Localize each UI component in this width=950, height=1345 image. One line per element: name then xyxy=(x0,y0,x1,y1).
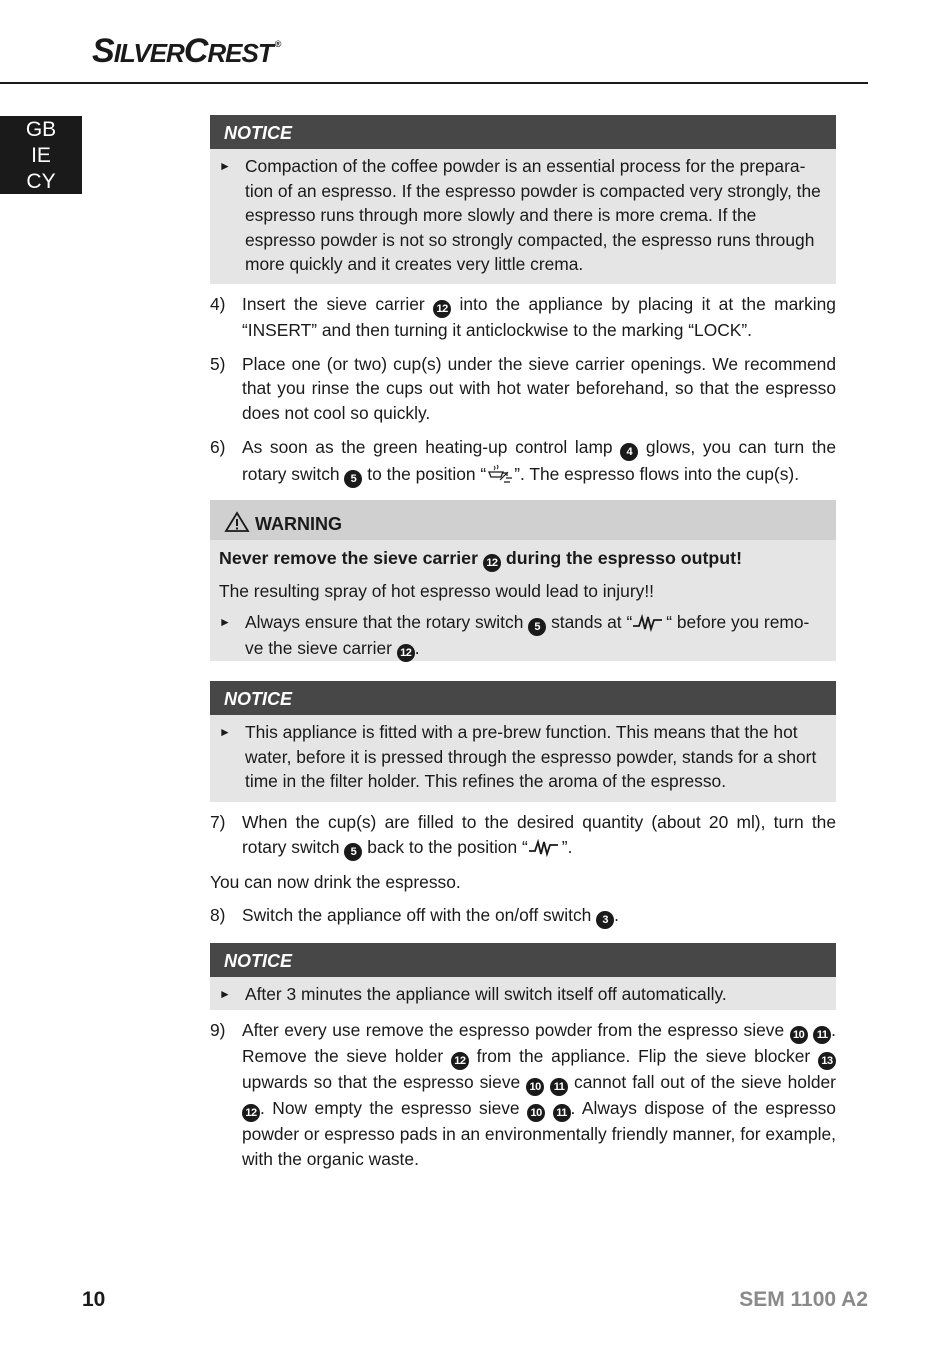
espresso-output-icon xyxy=(486,464,514,484)
page-number: 10 xyxy=(82,1288,106,1311)
ref-number: 3 xyxy=(596,911,614,929)
notice-title: NOTICE xyxy=(210,943,836,977)
warning-statement: Never remove the sieve carrier 12 during the espresso output! xyxy=(219,546,824,572)
step-5: 5) Place one (or two) cup(s) under the sieve carrier openings. We recommend that you rinse the cups out with hot water beforehand, so that the espresso does not cool so quickly. xyxy=(210,353,836,423)
ref-number: 12 xyxy=(397,644,415,662)
notice-box xyxy=(210,681,836,802)
ref-number: 5 xyxy=(528,618,546,636)
warning-triangle-icon xyxy=(224,511,250,533)
step-9: 9) After every use remove the espresso powder from the espresso sieve 10 11 . Remove the sieve holder 12 from the appliance. Flip the sieve blocker 13 upwards so that the espresso sieve 10 11 cannot fall out of the sieve holder 12 . Now empty the espresso sieve 10 11 . Always dispose of the espresso powder or espresso pads in an environmentally friendly manner, for example, with the organic waste. xyxy=(210,1020,836,1169)
language-tab xyxy=(0,116,82,194)
step-6: 6) As soon as the green heating-up control lamp 4 glows, you can turn the rotary switch 5 to the position “ ”. The espresso flows into the cup(s). xyxy=(210,434,836,488)
step-4: 4) Insert the sieve carrier 12 into the appliance by placing it at the marking “INSERT” and then turning it anticlockwise to the marking “LOCK”. xyxy=(210,294,836,340)
warning-item: ► Always ensure that the rotary switch 5 stands at “ “ before you remo-ve the sieve carrier 12 . xyxy=(219,610,824,662)
notice-item: ► After 3 minutes the appliance will switch itself off automatically. xyxy=(219,982,824,1007)
warning-box xyxy=(210,500,836,661)
drink-text: You can now drink the espresso. xyxy=(210,871,461,892)
ref-number: 10 xyxy=(527,1104,545,1122)
arrow-icon: ► xyxy=(219,159,231,173)
header-rule xyxy=(0,82,868,84)
brand-logo: SILVERCREST ® xyxy=(92,32,281,70)
ref-number: 5 xyxy=(344,470,362,488)
warning-header xyxy=(210,500,836,540)
notice-item: ► Compaction of the coffee powder is an essential process for the prepara-tion of an espresso. If the espresso powder is compacted very strongly, the espresso runs through more slowly and there is more crema. If the espresso powder is not so strongly compacted, the espresso runs through more quickly and it creates very little crema. xyxy=(219,156,821,274)
off-position-icon xyxy=(632,614,666,632)
arrow-icon: ► xyxy=(219,614,231,629)
step-8: 8) Switch the appliance off with the on/off switch 3 . xyxy=(210,903,836,929)
ref-number: 10 xyxy=(790,1026,808,1044)
model-number: SEM 1100 A2 xyxy=(739,1288,868,1311)
ref-number: 5 xyxy=(344,843,362,861)
ref-number: 4 xyxy=(620,443,638,461)
warning-title: WARNING xyxy=(255,514,343,534)
off-position-icon xyxy=(528,839,562,857)
lang-ie: IE xyxy=(31,144,51,167)
notice-item: ► This appliance is fitted with a pre-brew function. This means that the hot water, before it is pressed through the espresso powder, stands for a short time in the filter holder. This refines the aroma of the espresso. xyxy=(219,722,817,791)
ref-number: 10 xyxy=(526,1078,544,1096)
lang-gb: GB xyxy=(25,118,57,141)
lang-cy: CY xyxy=(26,170,56,193)
ref-number: 11 xyxy=(813,1026,831,1044)
step-7: 7) When the cup(s) are filled to the desired quantity (about 20 ml), turn the rotary switch 5 back to the position “ ”. xyxy=(210,810,836,861)
notice-box xyxy=(210,943,836,1010)
ref-number: 12 xyxy=(242,1104,260,1122)
arrow-icon: ► xyxy=(219,725,231,739)
ref-number: 13 xyxy=(818,1052,836,1070)
ref-number: 11 xyxy=(550,1078,568,1096)
warning-line: The resulting spray of hot espresso would lead to injury!! xyxy=(219,581,654,601)
notice-title: NOTICE xyxy=(210,681,836,715)
notice-box xyxy=(210,115,836,284)
main-content xyxy=(210,115,836,1171)
ref-number: 12 xyxy=(451,1052,469,1070)
ref-number: 11 xyxy=(553,1104,571,1122)
notice-title: NOTICE xyxy=(210,115,836,149)
ref-number: 12 xyxy=(433,300,451,318)
arrow-icon: ► xyxy=(219,987,231,1001)
ref-number: 12 xyxy=(483,554,501,572)
